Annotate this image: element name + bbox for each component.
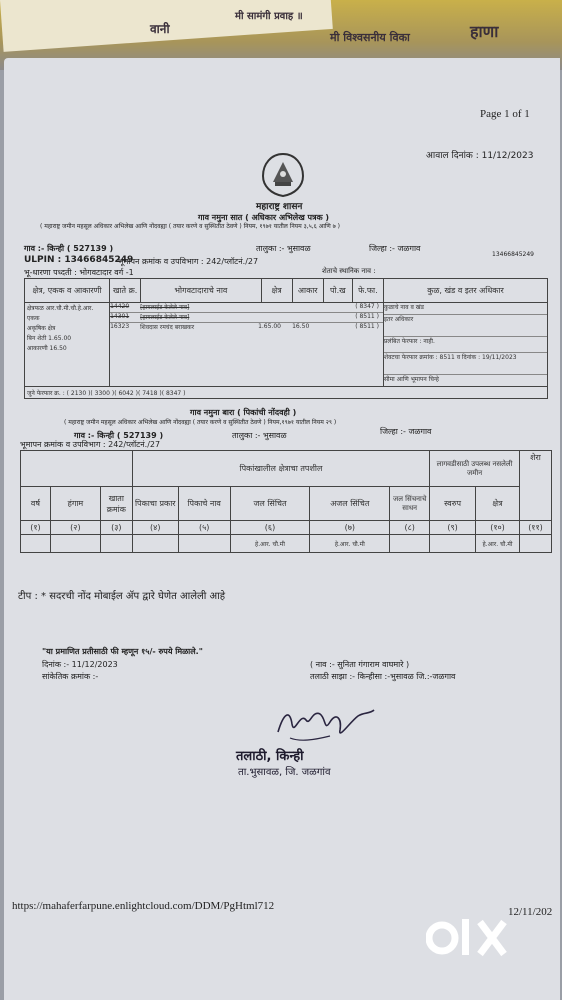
govt-title: महाराष्ट्र शासन (256, 202, 303, 212)
source-url: https://mahaferfarpune.enlightcloud.com/DDM/PgHtml712 (12, 900, 275, 912)
col-irrigated: जल सिंचित (230, 487, 310, 521)
header-fefar: फे.फा. (352, 279, 383, 303)
other-rights-label: इतर अधिकार (384, 315, 547, 337)
form-7-title: गाव नमुना सात ( अधिकार अभिलेख पत्रक ) (198, 213, 330, 222)
last-mutation: शेवटचा फेरफार क्रमांक : 8511 व दिनांक : 19/11/2023 (384, 353, 547, 375)
certificate-date: दिनांक :- 11/12/2023 (42, 660, 118, 669)
col-crop-type: पिकाचा प्रकार (132, 487, 178, 521)
print-date: 12/11/202 (508, 906, 553, 918)
col-nature: स्वरुप (430, 487, 476, 521)
remarks-header: शेरा (519, 451, 551, 521)
owner-row-name: [हायलाईट केलेले नाव] (140, 314, 190, 321)
local-name-label: शेताचे स्थानिक नाव : (322, 267, 376, 275)
stamp-line-1: तलाठी, किन्ही (236, 749, 304, 764)
olx-text (426, 916, 427, 917)
owner-row-fefar: ( 8511 ) (355, 313, 379, 320)
talathi-name: ( नाव :- सुनिता गंगाराम वाघमारे ) (310, 660, 410, 669)
form-7-table (24, 278, 548, 399)
owner-row-area: 1.65.00 (258, 323, 281, 330)
unit-non-irrigated: हे.आर. चौ.मी (310, 535, 390, 553)
area-unit-label: क्षेत्रफळ आर.चौ.मी.चौ.हे.आर. (27, 305, 94, 312)
taluka-name: तालुका :- भुसावळ (256, 244, 311, 253)
other-rights-cell (383, 303, 547, 387)
header-khata: खाते क्र. (110, 279, 141, 303)
owner-row-khata: 16323 (110, 323, 130, 330)
empty-cell (21, 535, 51, 553)
header-kshetra: क्षेत्र (261, 279, 292, 303)
pending-mutation: प्रलंबित फेरफार : नाही. (384, 337, 547, 353)
tenant-label: कुळाचे नाव व खंड (384, 303, 547, 315)
form-12-village: गाव :- किन्ही ( 527139 ) (74, 431, 164, 440)
unit-irrigated: हे.आर. चौ.मी (230, 535, 310, 553)
col-season: हंगाम (50, 487, 100, 521)
col-number: (१०) (476, 521, 520, 535)
district-name: जिल्हा :- जळगाव (369, 244, 421, 253)
form-12-survey: भूमापन क्रमांक व उपविभाग : 242/प्लॉटनं./27 (20, 440, 161, 449)
col-year: वर्ष (21, 487, 51, 521)
col-crop-name: पिकाचे नाव (178, 487, 230, 521)
form-12-subtitle: ( महाराष्ट्र जमीन महसूल अधिकार अभिलेख आणि नोंदवह्या ( तयार करणे व सुस्थितीत ठेवणे ) नियम,१९७१ यातील नियम २९ ) (64, 419, 337, 426)
col-number: (३) (100, 521, 132, 535)
tenure-type: भू-धारणा पध्दती : भोगवटादार वर्ग -1 (24, 268, 134, 277)
unit-area: हे.आर. चौ.मी (476, 535, 520, 553)
owner-row-fefar: ( 8347 ) (355, 303, 379, 310)
survey-number: भूमापन क्रमांक व उपविभाग : 242/प्लॉटनं./27 (118, 257, 259, 266)
village-name: गाव :- किन्ही ( 527139 ) (24, 244, 114, 253)
talathi-office: तलाठी साझा :- किन्हीसा :-भुसावळ जि.:-जळगाव (310, 672, 456, 681)
stamp-line-2: ता.भुसावळ, जि. जळगांव (238, 767, 331, 778)
unavailable-land-header: लागवडीसाठी उपलब्ध नसलेली जमीन (430, 451, 520, 487)
empty-cell (50, 535, 100, 553)
col-number: (८) (390, 521, 430, 535)
state-emblem-icon (259, 152, 307, 198)
ulpin-right: 13466845249 (492, 251, 534, 258)
reference-number: सांकेतिक क्रमांक :- (42, 672, 99, 681)
owner-row-2 (110, 313, 383, 323)
owner-row-khata: 14420 (110, 303, 130, 310)
col-irrigation-source: जल सिंचनाचे साधन (390, 487, 430, 521)
owner-rows-cell (110, 303, 384, 387)
olx-watermark (426, 916, 526, 960)
non-agri-area-label: अकृषिक क्षेत्र (27, 325, 56, 332)
header-area: क्षेत्र, एकक व आकारणी (25, 279, 110, 303)
empty-cell (390, 535, 430, 553)
crop-area-group-header: पिकांखालील क्षेत्राचा तपशील (132, 451, 429, 487)
background-text-2: मी विश्वसनीय विका (330, 31, 410, 44)
owner-row-3 (110, 323, 383, 333)
ulpin: ULPIN : 13466845249 (24, 255, 134, 265)
col-number: (२) (50, 521, 100, 535)
owner-row-khata: 14301 (110, 313, 130, 320)
empty-cell (178, 535, 230, 553)
empty-cell (430, 535, 476, 553)
background-text-4: हाणा (470, 22, 499, 41)
unit-label: एकक (27, 315, 40, 322)
form-12-title: गाव नमुना बारा ( पिकांची नोंदवही ) (190, 408, 297, 417)
blank-header (21, 451, 133, 487)
background-text-3: वानी (150, 22, 170, 36)
empty-cell (519, 535, 551, 553)
issue-date: आवाल दिनांक : 11/12/2023 (426, 151, 534, 161)
header-pokh: पो.ख (323, 279, 352, 303)
col-area: क्षेत्र (476, 487, 520, 521)
owner-row-name: [हायलाईट केलेले नाव] (140, 304, 190, 311)
form-12-table (20, 450, 552, 553)
form-7-subtitle: ( महाराष्ट्र जमीन महसूल अधिकार अभिलेख आणि नोंदवह्या ( तयार करणे व सुस्थितीत ठेवणे ) नियम, १९७१ यातील नियम ३,५,६ आणि ७ ) (40, 223, 341, 230)
form-12-district: जिल्हा :- जळगाव (380, 427, 432, 436)
olx-logo-icon (426, 916, 526, 960)
empty-cell (100, 535, 132, 553)
area-cell (25, 303, 110, 387)
assessment-value: आकारणी 16.50 (27, 345, 67, 352)
empty-cell (132, 535, 178, 553)
document-page (4, 58, 560, 1000)
col-number: (९) (430, 521, 476, 535)
owner-row-fefar: ( 8511 ) (355, 323, 379, 330)
non-agri-area-value: बिन शेती 1.65.00 (27, 335, 72, 342)
header-other-rights: कुळ, खंड व इतर अधिकार (383, 279, 547, 303)
col-number: (७) (310, 521, 390, 535)
form-12-taluka: तालुका :- भुसावळ (232, 431, 287, 440)
header-owner-name: भोगवटादाराचे नाव (141, 279, 261, 303)
col-number: (१) (21, 521, 51, 535)
header-akar: आकार (292, 279, 323, 303)
col-number: (४) (132, 521, 178, 535)
col-number: (५) (178, 521, 230, 535)
page-number: Page 1 of 1 (480, 108, 530, 120)
col-number: (११) (519, 521, 551, 535)
fee-statement: "या प्रमाणित प्रतीसाठी फी म्हणून १५/- रुपये मिळाले." (42, 647, 203, 656)
col-number: (६) (230, 521, 310, 535)
owner-row-1 (110, 303, 383, 313)
background-text-1: मी सामंगी प्रवाह ॥ (235, 11, 303, 22)
signature-icon (270, 692, 380, 752)
owner-row-name: शिवदास रमचंद बराखकर (140, 324, 195, 331)
boundary-marks: सीमा आणि भूमापन चिन्हे (383, 376, 439, 383)
old-mutation-row: जुने फेरफार क्र. : ( 2130 )( 3300 )( 6042 )( 7418 )( 8347 ) (25, 387, 548, 399)
owner-row-akar: 16.50 (292, 323, 310, 330)
col-khata: खाता क्रमांक (100, 487, 132, 521)
mobile-app-note: टीप : * सदरची नोंद मोबाईल ॲप द्वारे घेणेत आलेली आहे (18, 591, 226, 602)
col-non-irrigated: अजल सिंचित (310, 487, 390, 521)
